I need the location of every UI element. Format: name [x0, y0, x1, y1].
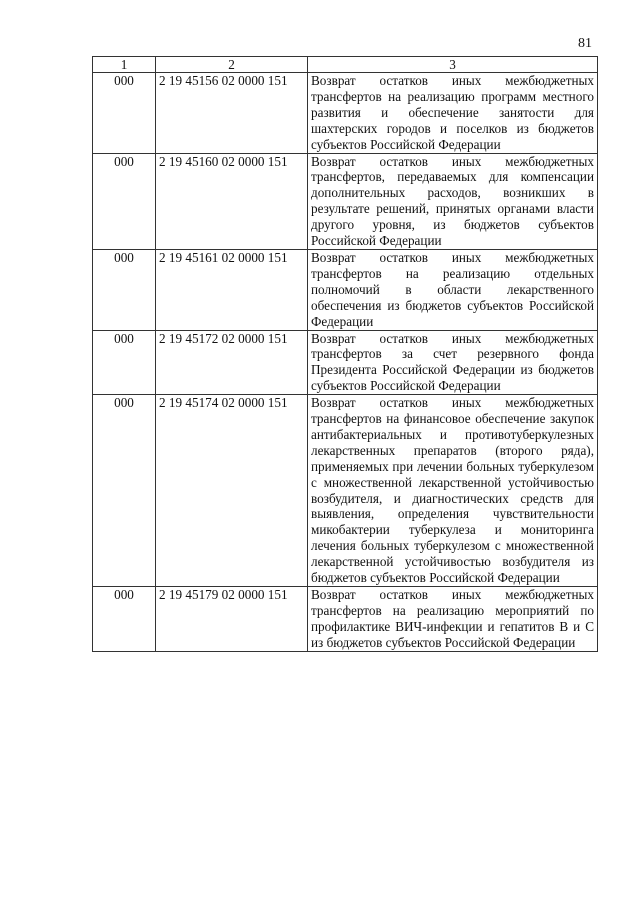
description-cell: Возврат остатков иных межбюджетных трансфертов за счет резервного фонда Президента Российской Федерации из бюджетов субъектов Российской Федерации — [308, 330, 598, 395]
page-number: 81 — [578, 36, 592, 51]
admin-code-cell: 000 — [93, 73, 156, 154]
admin-code-cell: 000 — [93, 587, 156, 652]
budget-classification-table — [92, 56, 598, 652]
description-cell: Возврат остатков иных межбюджетных трансфертов на реализацию отдельных полномочий в области лекарственного обеспечения из бюджетов субъектов Российской Федерации — [308, 249, 598, 330]
column-header-2: 2 — [156, 57, 308, 73]
admin-code-cell: 000 — [93, 330, 156, 395]
table-row — [93, 587, 598, 652]
kbk-code-cell: 2 19 45161 02 0000 151 — [156, 249, 308, 330]
table-row — [93, 395, 598, 587]
description-cell: Возврат остатков иных межбюджетных трансфертов на финансовое обеспечение закупок антибактериальных и противотуберкулезных лекарственных препаратов (второго ряда), применяемых при лечении больных туберкулезом с множественной лекарственной устойчивостью возбудителя, и диагностических средств для выявления, определения чувствительности микобактерии туберкулеза и мониторинга лечения больных туберкулезом с множественной лекарственной устойчивостью возбудителя из бюджетов субъектов Российской Федерации — [308, 395, 598, 587]
description-cell: Возврат остатков иных межбюджетных трансфертов, передаваемых для компенсации дополнительных расходов, возникших в результате решений, принятых органами власти другого уровня, из бюджетов субъектов Российской Федерации — [308, 153, 598, 249]
column-header-3: 3 — [308, 57, 598, 73]
description-cell: Возврат остатков иных межбюджетных трансфертов на реализацию мероприятий по профилактике ВИЧ-инфекции и гепатитов B и C из бюджетов субъектов Российской Федерации — [308, 587, 598, 652]
admin-code-cell: 000 — [93, 249, 156, 330]
table-row — [93, 153, 598, 249]
description-cell: Возврат остатков иных межбюджетных трансфертов на реализацию программ местного развития и обеспечение занятости для шахтерских городов и поселков из бюджетов субъектов Российской Федерации — [308, 73, 598, 154]
kbk-code-cell: 2 19 45179 02 0000 151 — [156, 587, 308, 652]
admin-code-cell: 000 — [93, 153, 156, 249]
kbk-code-cell: 2 19 45172 02 0000 151 — [156, 330, 308, 395]
table-row — [93, 330, 598, 395]
admin-code-cell: 000 — [93, 395, 156, 587]
table-row — [93, 73, 598, 154]
table-row — [93, 249, 598, 330]
kbk-code-cell: 2 19 45156 02 0000 151 — [156, 73, 308, 154]
kbk-code-cell: 2 19 45160 02 0000 151 — [156, 153, 308, 249]
column-header-1: 1 — [93, 57, 156, 73]
table-header-row — [93, 57, 598, 73]
kbk-code-cell: 2 19 45174 02 0000 151 — [156, 395, 308, 587]
